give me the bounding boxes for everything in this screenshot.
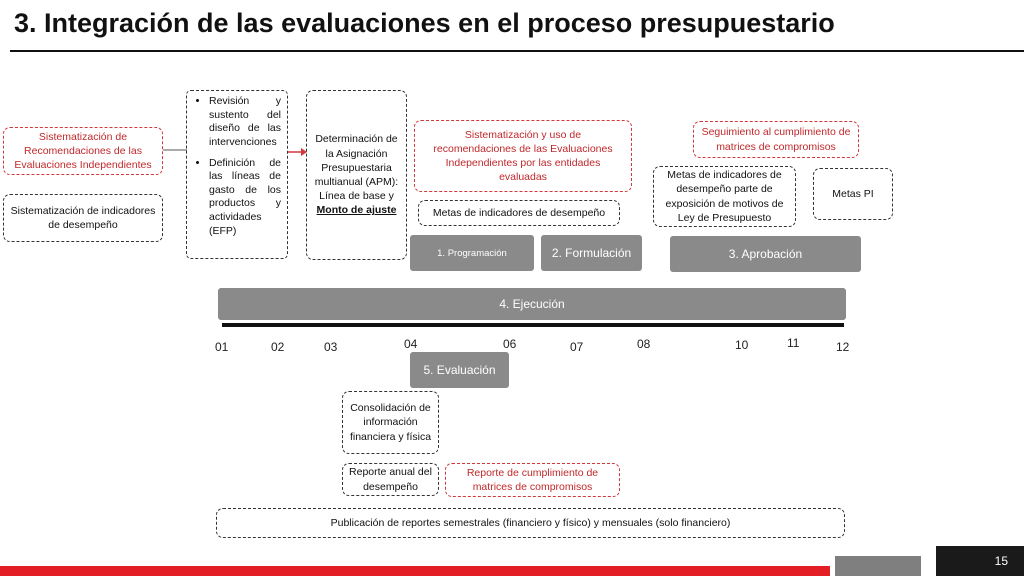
bullet-revision: • Revisión y sustento del diseño de las intervenciones [209, 95, 281, 150]
phase-evaluacion: 5. Evaluación [410, 352, 509, 388]
metas-indicadores-box: Metas de indicadores de desempeño [418, 200, 620, 226]
title-divider [10, 50, 1024, 52]
publicacion-box: Publicación de reportes semestrales (financiero y físico) y mensuales (solo financiero) [216, 508, 845, 538]
month-label: 10 [735, 338, 749, 352]
apm-box [306, 90, 407, 260]
connector-line [163, 145, 187, 155]
month-label: 11 [787, 336, 800, 350]
sistematizacion-uso-box: Sistematización y uso de recomendaciones de las Evaluaciones Independientes por las entidades evaluadas [414, 120, 632, 192]
month-label: 12 [836, 340, 850, 354]
footer-red-bar [0, 566, 830, 576]
month-label: 08 [637, 337, 651, 351]
month-label: 07 [570, 340, 584, 354]
month-label: 02 [271, 340, 285, 354]
footer-gray-block [835, 556, 921, 576]
sistematizacion-recomendaciones-box: Sistematización de Recomendaciones de las Evaluaciones Independientes [3, 127, 163, 175]
arrow-right-icon [288, 146, 308, 158]
consolidacion-box: Consolidación de información financiera y física [342, 391, 439, 454]
monto-ajuste-text: Monto de ajuste [316, 204, 397, 217]
phase-formulacion: 2. Formulación [541, 235, 642, 271]
month-label: 04 [404, 337, 418, 351]
phase-programacion: 1. Programación [410, 235, 534, 271]
reporte-anual-box: Reporte anual del desempeño [342, 463, 439, 496]
page-title: 3. Integración de las evaluaciones en el proceso presupuestario [14, 8, 835, 38]
month-label: 01 [215, 340, 229, 354]
metas-exposicion-box: Metas de indicadores de desempeño parte de exposición de motivos de Ley de Presupuesto [653, 166, 796, 227]
revision-definicion-box [186, 90, 288, 259]
page-number: 15 [936, 546, 1024, 576]
timeline-bar [222, 323, 844, 327]
month-label: 03 [324, 340, 338, 354]
apm-text: Determinación de la Asignación Presupuestaria multianual (APM): Línea de base y [314, 133, 399, 203]
month-label: 06 [503, 337, 517, 351]
phase-ejecucion: 4. Ejecución [218, 288, 846, 320]
phase-aprobacion: 3. Aprobación [670, 236, 861, 272]
reporte-cumplimiento-box: Reporte de cumplimiento de matrices de compromisos [445, 463, 620, 497]
seguimiento-box: Seguimiento al cumplimiento de matrices de compromisos [693, 121, 859, 158]
bullet-definicion: • Definición de las líneas de gasto de los productos y actividades (EFP) [209, 157, 281, 239]
metas-pi-box: Metas PI [813, 168, 893, 220]
sistematizacion-indicadores-box: Sistematización de indicadores de desempeño [3, 194, 163, 242]
